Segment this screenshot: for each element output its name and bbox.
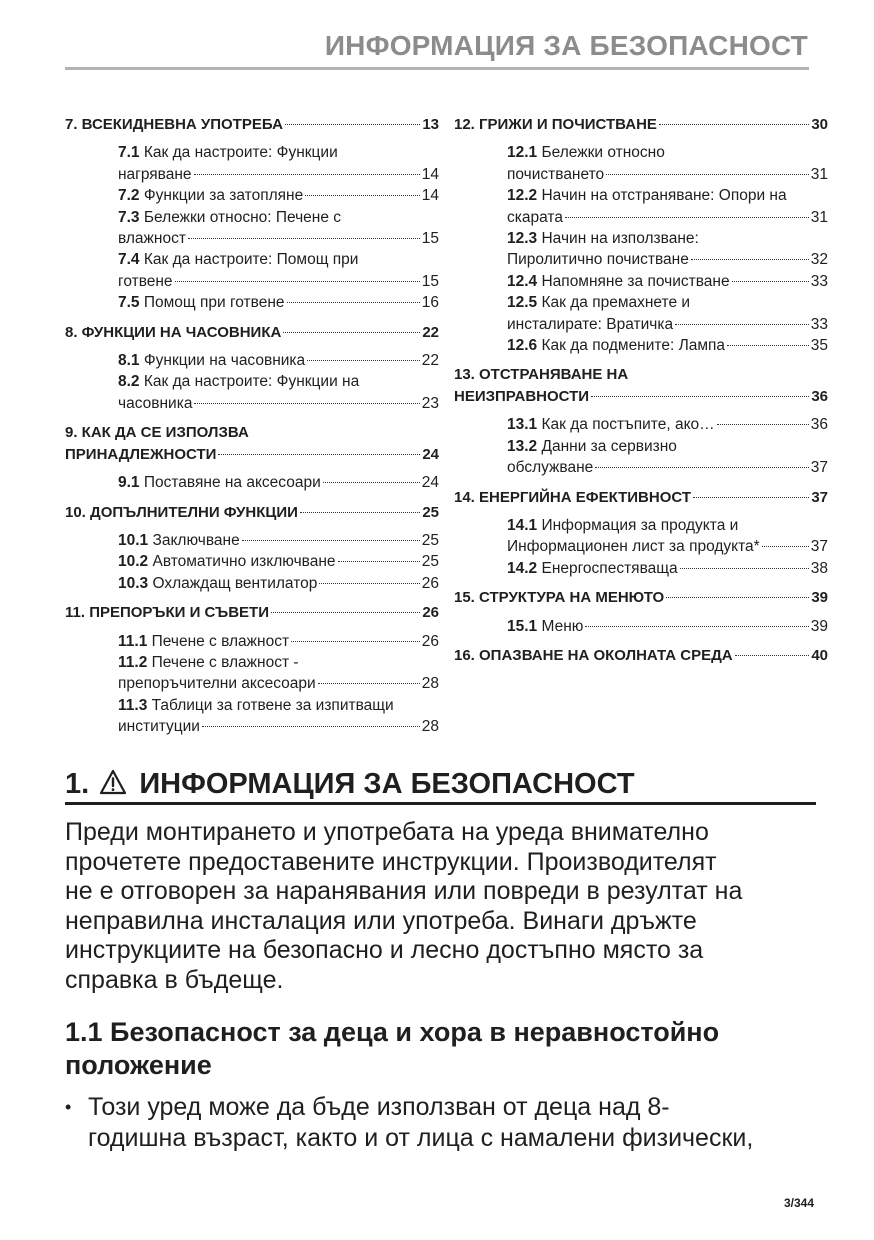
intro-paragraph — [65, 818, 825, 995]
toc-section — [454, 114, 828, 356]
toc-leader-dots — [732, 281, 809, 282]
toc-item-number: 7.2 — [118, 187, 140, 205]
toc-main-entry — [454, 364, 828, 407]
toc-item-title: обслужване — [507, 459, 594, 477]
bullet-line: Този уред може да бъде използван от деца над 8- — [88, 1093, 670, 1121]
toc-main-entry — [65, 114, 439, 135]
toc-leader-dots — [727, 345, 809, 346]
toc-leader-dots — [300, 512, 420, 513]
toc-item-number: 13.2 — [507, 437, 538, 455]
toc-item-title: Функции на часовника — [143, 352, 306, 370]
toc-left-column — [65, 114, 439, 746]
toc-line[interactable] — [507, 414, 828, 435]
toc-page-number: 15 — [421, 230, 439, 248]
toc-sub-entry[interactable] — [507, 271, 828, 292]
toc-leader-dots — [202, 726, 420, 727]
toc-line[interactable] — [65, 502, 439, 523]
toc-page-number: 37 — [810, 459, 828, 477]
toc-leader-dots — [175, 281, 420, 282]
toc-sub-entry[interactable] — [507, 292, 828, 335]
toc-item-title: Как да настроите: Функции — [143, 144, 338, 162]
toc-line[interactable] — [507, 616, 828, 637]
warning-triangle-icon — [99, 769, 127, 795]
toc-item-title: Как да настроите: Помощ при — [143, 251, 359, 269]
toc-item-title: Функции за затопляне — [143, 187, 304, 205]
toc-line[interactable] — [65, 322, 439, 343]
toc-sub-list — [118, 472, 439, 493]
toc-item-title: почистването — [507, 165, 605, 183]
toc-leader-dots — [762, 546, 809, 547]
toc-line[interactable] — [65, 602, 439, 623]
toc-sub-list — [507, 616, 828, 637]
toc-sub-entry[interactable] — [507, 558, 828, 579]
toc-section — [454, 364, 828, 478]
toc-item-title: Печене с влажност - — [151, 653, 299, 671]
toc-page-number: 26 — [421, 574, 439, 592]
toc-item-number: 8.2 — [118, 373, 140, 391]
toc-page-number: 28 — [421, 675, 439, 693]
toc-item-number: 12.3 — [507, 230, 538, 248]
toc-line[interactable] — [454, 587, 828, 608]
toc-line[interactable] — [118, 530, 439, 551]
toc-item-number: 12.5 — [507, 294, 538, 312]
toc-item-number: 7.4 — [118, 251, 140, 269]
toc-line[interactable] — [507, 558, 828, 579]
toc-item-title: НЕИЗПРАВНОСТИ — [454, 387, 590, 405]
toc-sub-list — [118, 350, 439, 414]
toc-leader-dots — [666, 597, 809, 598]
toc-page-number: 14 — [421, 165, 439, 183]
running-header: ИНФОРМАЦИЯ ЗА БЕЗОПАСНОСТ — [324, 30, 808, 61]
toc-item-title: ПРИНАДЛЕЖНОСТИ — [65, 445, 217, 463]
toc-leader-dots — [595, 467, 808, 468]
toc-item-title: готвене — [118, 272, 173, 290]
toc-leader-dots — [691, 259, 809, 260]
toc-item-title: Меню — [541, 617, 584, 635]
toc-item-title: инсталирате: Вратичка — [507, 315, 674, 333]
toc-item-title: Поставяне на аксесоари — [143, 474, 321, 492]
toc-page-number: 26 — [421, 632, 439, 650]
section-1-title: ИНФОРМАЦИЯ ЗА БЕЗОПАСНОСТ — [139, 768, 635, 800]
toc-sub-entry[interactable] — [118, 472, 439, 493]
toc-item-number: 7.5 — [118, 294, 140, 312]
toc-item-title: Заключване — [152, 531, 240, 549]
toc-item-title: Начин на използване: — [541, 230, 699, 248]
toc-line[interactable] — [454, 364, 828, 385]
section-1-1-heading — [65, 1016, 825, 1082]
toc-item-title: 8. ФУНКЦИИ НА ЧАСОВНИКА — [65, 323, 282, 341]
toc-main-entry — [65, 422, 439, 465]
toc-item-title: Начин на отстраняване: Опори на — [541, 187, 787, 205]
toc-main-entry — [65, 322, 439, 343]
toc-page-number: 25 — [421, 553, 439, 571]
toc-sub-first-line — [507, 142, 828, 163]
toc-line[interactable] — [507, 457, 828, 478]
toc-leader-dots — [319, 583, 419, 584]
toc-page-number: 23 — [421, 394, 439, 412]
toc-item-title: Как да подмените: Лампа — [541, 337, 726, 355]
toc-leader-dots — [338, 561, 420, 562]
toc-line[interactable] — [507, 249, 828, 270]
toc-leader-dots — [307, 360, 420, 361]
toc-sub-entry[interactable] — [507, 515, 828, 558]
section-1-heading — [65, 764, 815, 804]
toc-item-title: Напомняне за почистване — [541, 272, 730, 290]
toc-item-title: часовника — [118, 394, 193, 412]
section-1-1-title-line: положение — [65, 1050, 212, 1080]
toc-item-title: 7. ВСЕКИДНЕВНА УПОТРЕБА — [65, 116, 283, 133]
toc-item-title: Енергоспестяваща — [541, 559, 678, 577]
toc-sub-first-line — [118, 207, 439, 228]
toc-line[interactable] — [118, 292, 439, 313]
toc-sub-entry[interactable] — [118, 350, 439, 371]
toc-line[interactable] — [118, 393, 439, 414]
toc-line[interactable] — [454, 487, 828, 508]
toc-page-number: 36 — [811, 387, 828, 405]
toc-sub-list — [507, 142, 828, 356]
toc-section — [454, 487, 828, 580]
toc-item-number: 10.2 — [118, 553, 149, 571]
toc-item-number: 7.1 — [118, 144, 140, 162]
toc-sub-list — [118, 530, 439, 594]
toc-item-title: препоръчителни аксесоари — [118, 675, 316, 693]
toc-section — [65, 114, 439, 314]
toc-line[interactable] — [118, 673, 439, 694]
toc-line[interactable] — [507, 314, 828, 335]
toc-leader-dots — [323, 482, 420, 483]
toc-item-title: Помощ при готвене — [143, 294, 285, 312]
toc-sub-first-line — [118, 652, 439, 673]
toc-line[interactable] — [118, 185, 439, 206]
toc-section — [65, 502, 439, 595]
toc-item-number: 13.1 — [507, 416, 538, 434]
toc-sub-list — [118, 142, 439, 313]
toc-sub-first-line — [507, 185, 828, 206]
toc-item-title: 16. ОПАЗВАНЕ НА ОКОЛНАТА СРЕДА — [454, 646, 733, 664]
toc-leader-dots — [585, 626, 808, 627]
toc-line[interactable] — [454, 645, 828, 666]
toc-section — [65, 422, 439, 493]
bullet-item — [65, 1092, 825, 1154]
toc-sub-entry[interactable] — [507, 142, 828, 185]
toc-item-title: Бележки относно: Печене с — [143, 208, 342, 226]
intro-line: прочетете предоставените инструкции. Производителят — [65, 847, 717, 876]
toc-item-number: 12.1 — [507, 144, 538, 162]
toc-sub-entry[interactable] — [507, 185, 828, 228]
toc-item-number: 11.2 — [118, 653, 148, 671]
toc-sub-entry[interactable] — [507, 436, 828, 479]
toc-page-number: 24 — [421, 474, 439, 492]
toc-item-title: Как да премахнете и — [541, 294, 691, 312]
toc-item-title: Данни за сервизно — [541, 437, 677, 455]
toc-sub-entry[interactable] — [118, 573, 439, 594]
toc-section — [454, 587, 828, 637]
toc-sub-first-line — [118, 249, 439, 270]
toc-line[interactable] — [507, 536, 828, 557]
toc-page-number: 39 — [810, 617, 828, 635]
toc-leader-dots — [693, 497, 809, 498]
intro-line: неправилна инсталация или употреба. Винаги дръжте — [65, 906, 697, 935]
toc-item-title: Как да настроите: Функции на — [143, 373, 360, 391]
toc-page-number: 15 — [421, 272, 439, 290]
toc-leader-dots — [188, 238, 420, 239]
toc-item-title: институции — [118, 718, 200, 736]
toc-item-number: 10.1 — [118, 531, 149, 549]
toc-page-number: 28 — [421, 718, 439, 736]
toc-sub-entry[interactable] — [118, 249, 439, 292]
toc-sub-entry[interactable] — [118, 551, 439, 572]
toc-leader-dots — [242, 540, 420, 541]
toc-sub-entry[interactable] — [507, 414, 828, 435]
toc-line[interactable] — [454, 386, 828, 407]
section-1-divider — [65, 802, 816, 805]
toc-page-number: 26 — [422, 604, 439, 622]
toc-item-title: 12. ГРИЖИ И ПОЧИСТВАНЕ — [454, 116, 657, 133]
toc-sub-entry[interactable] — [118, 142, 439, 185]
toc-item-title: Бележки относно — [541, 144, 665, 162]
toc-page-number: 39 — [811, 589, 828, 607]
section-1-number: 1. — [65, 768, 90, 800]
intro-line: Преди монтирането и употребата на уреда внимателно — [65, 818, 709, 846]
toc-page-number: 40 — [811, 646, 828, 664]
toc-item-number: 12.2 — [507, 187, 538, 205]
toc-page-number: 36 — [810, 416, 828, 434]
toc-item-title: Охлаждащ вентилатор — [152, 574, 318, 592]
toc-line[interactable] — [118, 716, 439, 737]
toc-section — [65, 602, 439, 737]
toc-line[interactable] — [118, 631, 439, 652]
toc-item-number: 10.3 — [118, 574, 149, 592]
toc-page-number: 31 — [810, 208, 828, 226]
section-1-1-title-line: 1.1 Безопасност за деца и хора в неравностойно — [65, 1017, 720, 1047]
toc-section — [454, 645, 828, 666]
toc-leader-dots — [271, 612, 420, 613]
toc-line[interactable] — [118, 472, 439, 493]
toc-leader-dots — [659, 124, 809, 125]
toc-main-entry — [454, 114, 828, 135]
toc-leader-dots — [675, 324, 809, 325]
toc-page-number: 30 — [811, 116, 828, 133]
toc-sub-entry[interactable] — [507, 616, 828, 637]
toc-item-number: 14.1 — [507, 516, 538, 534]
bullet-line: годишна възраст, както и от лица с намалени физически, — [88, 1124, 754, 1152]
toc-item-title: нагряване — [118, 165, 192, 183]
toc-leader-dots — [565, 217, 809, 218]
toc-page-number: 31 — [810, 165, 828, 183]
toc-page-number: 22 — [422, 323, 439, 341]
toc-item-number: 12.4 — [507, 272, 538, 290]
intro-line: справка в бъдеще. — [65, 965, 284, 994]
toc-leader-dots — [291, 641, 420, 642]
toc-sub-first-line — [507, 292, 828, 313]
toc-page-number: 16 — [421, 294, 439, 312]
toc-line[interactable] — [507, 271, 828, 292]
toc-line[interactable] — [454, 114, 828, 135]
bullet-marker: • — [65, 1097, 72, 1117]
toc-item-title: Информационен лист за продукта* — [507, 538, 760, 556]
intro-line: не е отговорен за наранявания или повреди в резултат на — [65, 877, 743, 905]
toc-sub-first-line — [118, 142, 439, 163]
toc-page-number: 25 — [422, 503, 439, 521]
toc-line[interactable] — [118, 271, 439, 292]
toc-page-number: 33 — [810, 272, 828, 290]
toc-leader-dots — [194, 174, 420, 175]
toc-page-number: 33 — [810, 315, 828, 333]
toc-line[interactable] — [118, 551, 439, 572]
toc-leader-dots — [285, 124, 420, 125]
header-divider — [65, 67, 809, 70]
toc-item-title: 13. ОТСТРАНЯВАНЕ НА — [454, 366, 629, 384]
toc-right-column — [454, 114, 828, 674]
toc-item-title: Как да постъпите, ако… — [541, 416, 715, 434]
toc-leader-dots — [717, 424, 809, 425]
toc-line[interactable] — [118, 164, 439, 185]
toc-sub-list — [507, 414, 828, 478]
intro-line: инструкциите на безопасно и лесно достъпно място за — [65, 936, 704, 964]
toc-leader-dots — [680, 568, 809, 569]
toc-page-number: 38 — [810, 559, 828, 577]
toc-line[interactable] — [507, 164, 828, 185]
toc-leader-dots — [735, 655, 810, 656]
toc-sub-entry[interactable] — [118, 695, 439, 738]
toc-sub-first-line — [507, 436, 828, 457]
toc-item-title: 15. СТРУКТУРА НА МЕНЮТО — [454, 589, 665, 607]
toc-page-number: 37 — [810, 538, 828, 556]
toc-line[interactable] — [507, 207, 828, 228]
toc-item-number: 14.2 — [507, 559, 538, 577]
toc-item-number: 12.6 — [507, 337, 538, 355]
toc-page-number: 37 — [811, 488, 828, 506]
toc-item-title: Информация за продукта и — [541, 516, 739, 534]
toc-page-number: 13 — [422, 116, 439, 133]
toc-sub-first-line — [118, 695, 439, 716]
toc-main-entry — [454, 645, 828, 666]
toc-line[interactable] — [507, 335, 828, 356]
toc-item-title: Автоматично изключване — [152, 553, 336, 571]
toc-item-title: 14. ЕНЕРГИЙНА ЕФЕКТИВНОСТ — [454, 488, 692, 506]
toc-page-number: 35 — [810, 337, 828, 355]
toc-page-number: 32 — [810, 251, 828, 269]
toc-section — [65, 322, 439, 415]
toc-item-number: 8.1 — [118, 352, 140, 370]
toc-item-number: 15.1 — [507, 617, 538, 635]
toc-leader-dots — [194, 403, 419, 404]
toc-sub-entry[interactable] — [118, 207, 439, 250]
toc-item-number: 11.1 — [118, 632, 148, 650]
toc-page-number: 14 — [421, 187, 439, 205]
toc-item-title: 11. ПРЕПОРЪКИ И СЪВЕТИ — [65, 604, 269, 622]
toc-page-number: 25 — [421, 531, 439, 549]
toc-sub-first-line — [507, 515, 828, 536]
toc-item-title: Таблици за готвене за изпитващи — [151, 696, 394, 714]
toc-sub-entry[interactable] — [118, 185, 439, 206]
toc-main-entry — [65, 502, 439, 523]
toc-leader-dots — [287, 302, 420, 303]
toc-item-title: Печене с влажност — [151, 632, 290, 650]
toc-leader-dots — [591, 396, 809, 397]
toc-sub-entry[interactable] — [507, 228, 828, 271]
toc-page-number: 22 — [421, 352, 439, 370]
toc-item-title: влажност — [118, 230, 186, 248]
toc-item-title: 9. КАК ДА СЕ ИЗПОЛЗВА — [65, 424, 249, 442]
toc-line[interactable] — [118, 350, 439, 371]
toc-leader-dots — [218, 454, 420, 455]
toc-sub-list — [118, 631, 439, 738]
toc-leader-dots — [305, 195, 420, 196]
toc-item-title: 10. ДОПЪЛНИТЕЛНИ ФУНКЦИИ — [65, 503, 298, 521]
toc-sub-entry[interactable] — [118, 371, 439, 414]
toc-sub-entry[interactable] — [118, 530, 439, 551]
toc-line[interactable] — [65, 114, 439, 135]
toc-main-entry — [65, 602, 439, 623]
toc-line[interactable] — [65, 444, 439, 465]
toc-leader-dots — [283, 332, 420, 333]
page-number: 3/344 — [783, 1196, 814, 1210]
toc-page-number: 24 — [422, 445, 439, 463]
toc-item-number: 11.3 — [118, 696, 148, 714]
toc-sub-entry[interactable] — [118, 631, 439, 652]
toc-sub-entry[interactable] — [507, 335, 828, 356]
toc-main-entry — [454, 487, 828, 508]
toc-item-number: 7.3 — [118, 208, 140, 226]
toc-main-entry — [454, 587, 828, 608]
toc-sub-first-line — [507, 228, 828, 249]
toc-item-number: 9.1 — [118, 474, 140, 492]
toc-leader-dots — [606, 174, 809, 175]
toc-line[interactable] — [65, 422, 439, 443]
toc-line[interactable] — [118, 228, 439, 249]
toc-sub-list — [507, 515, 828, 579]
toc-sub-entry[interactable] — [118, 292, 439, 313]
toc-line[interactable] — [118, 573, 439, 594]
toc-leader-dots — [318, 683, 420, 684]
toc-sub-entry[interactable] — [118, 652, 439, 695]
toc-item-title: скарата — [507, 208, 563, 226]
toc-item-title: Пиролитично почистване — [507, 251, 689, 269]
toc-sub-first-line — [118, 371, 439, 392]
